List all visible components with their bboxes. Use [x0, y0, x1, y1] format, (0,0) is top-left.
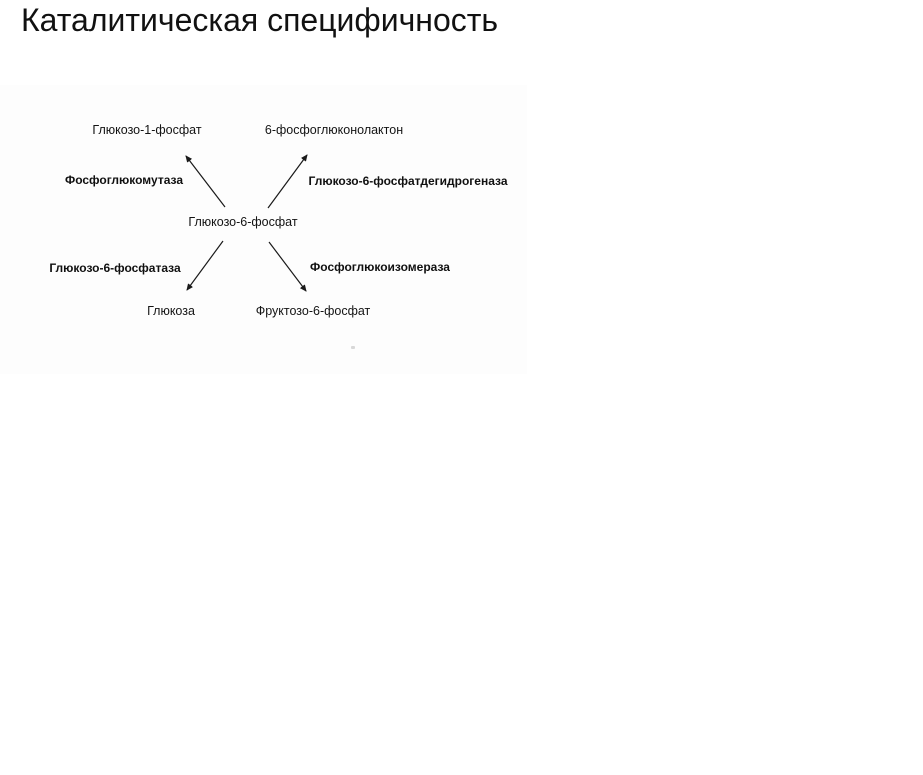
- slide-title: Каталитическая специфичность: [21, 2, 499, 38]
- node-glucose: Глюкоза: [147, 303, 195, 318]
- reaction-arrows: [0, 85, 527, 374]
- arrow-to-glucose-1-phosphate: [186, 156, 225, 207]
- enzyme-phosphoglucoisomerase: Фосфоглюкоизомераза: [310, 260, 450, 274]
- node-glucose-6-phosphate-center: Глюкозо-6-фосфат: [188, 214, 298, 229]
- enzyme-phosphoglucomutase: Фосфоглюкомутаза: [64, 173, 184, 187]
- image-artifact-speck: [351, 346, 355, 349]
- arrow-to-6-phosphogluconolactone: [268, 155, 307, 208]
- pathway-diagram: [0, 85, 527, 374]
- node-6-phosphogluconolactone: 6-фосфоглюконолактон: [264, 122, 404, 137]
- enzyme-glucose-6-phosphate-dehydrogenase: Глюкозо-6-фосфатдегидрогеназа: [308, 174, 508, 188]
- arrow-to-fructose-6-phosphate: [269, 242, 306, 291]
- enzyme-glucose-6-phosphatase: Глюкозо-6-фосфатаза: [49, 261, 181, 275]
- node-fructose-6-phosphate: Фруктозо-6-фосфат: [255, 303, 371, 318]
- arrow-to-glucose: [187, 241, 223, 290]
- node-glucose-1-phosphate: Глюкозо-1-фосфат: [92, 122, 202, 137]
